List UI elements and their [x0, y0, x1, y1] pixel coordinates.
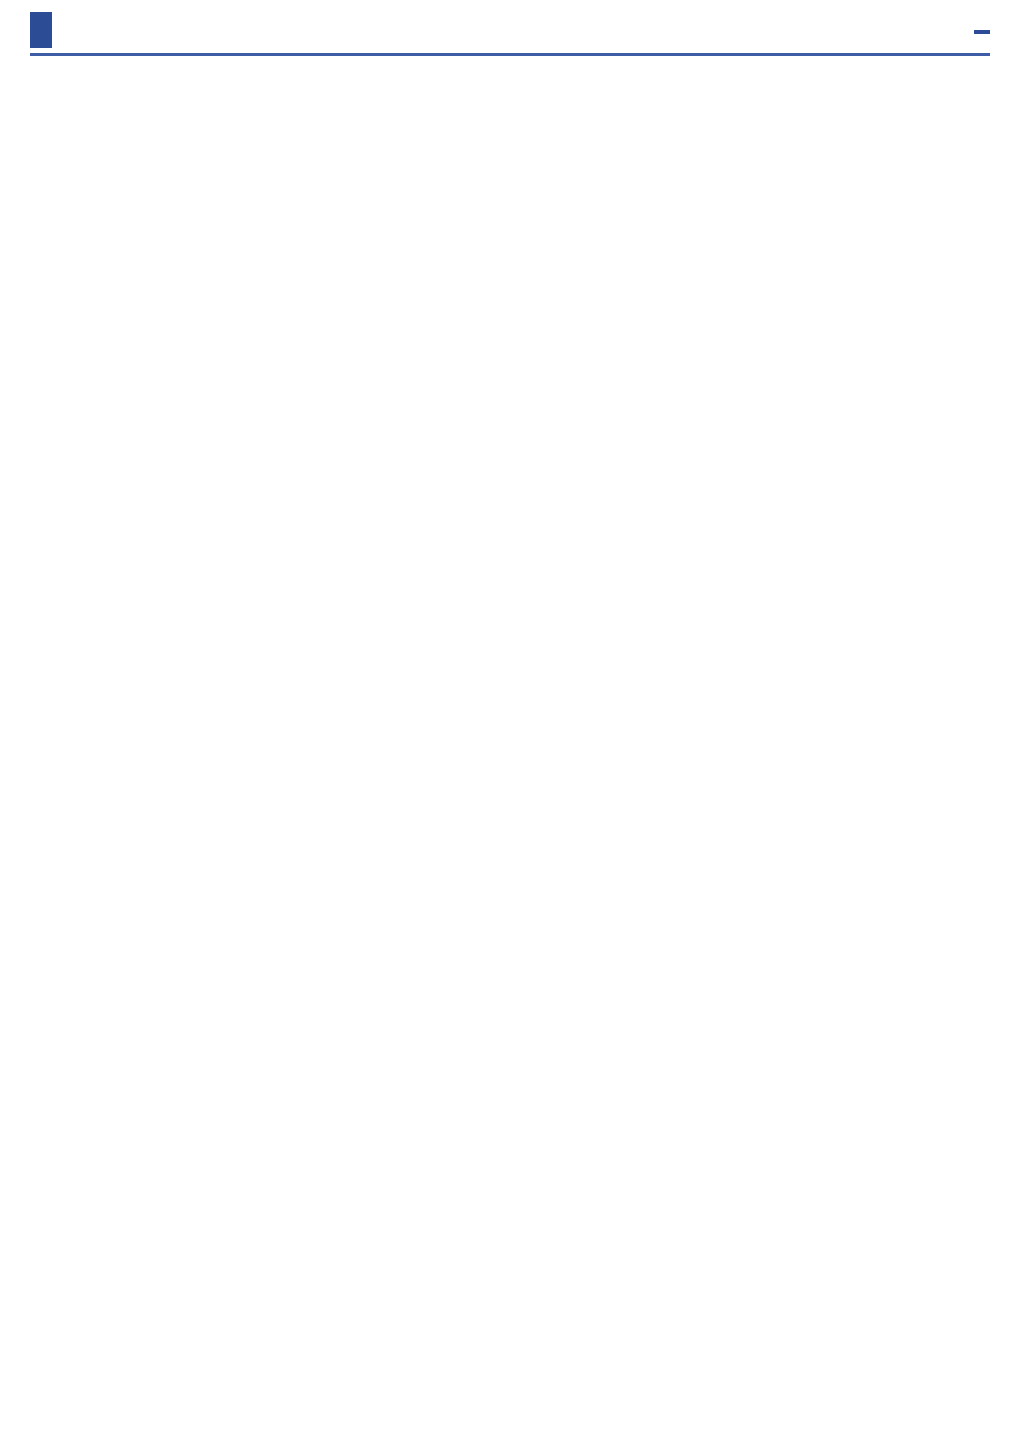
article1-column-1 [30, 196, 252, 856]
page-number [30, 12, 52, 48]
article1-column-3 [492, 196, 720, 856]
section-tag [974, 30, 990, 34]
masthead [30, 8, 990, 56]
article1-column-2 [258, 196, 486, 856]
